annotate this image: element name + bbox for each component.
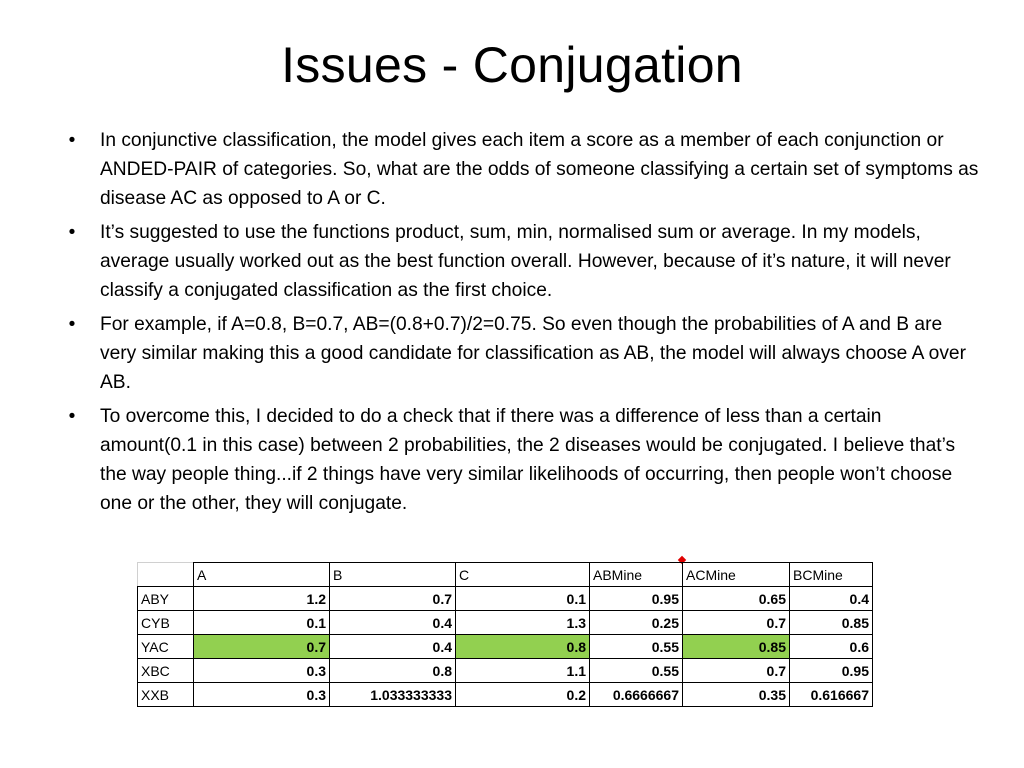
bullet-text: To overcome this, I decided to do a check that if there was a difference of less than a certain amount(0.1 in this case) between 2 probabilities, the 2 diseases would be conjugated. I believe that’s the way people thing...if 2 things have very similar likelihoods of occurring, then people won’t choose one or the other, they will conjugate. (100, 406, 956, 514)
highlighted-cell: 0.7 (194, 635, 330, 659)
column-header-acmine: ACMine (683, 563, 790, 587)
row-label: XBC (138, 659, 194, 683)
table-row (138, 683, 873, 707)
column-header-bcmine: BCMine (790, 563, 873, 587)
table-cell: 0.1 (194, 611, 330, 635)
row-label: ABY (138, 587, 194, 611)
bullet-list (68, 126, 980, 523)
table-corner-cell (138, 563, 194, 587)
table-cell: 0.616667 (790, 683, 873, 707)
table-cell: 0.7 (683, 659, 790, 683)
bullet-item (68, 402, 980, 518)
row-label: CYB (138, 611, 194, 635)
table-cell: 0.55 (590, 659, 683, 683)
table-row (138, 611, 873, 635)
table-cell: 0.55 (590, 635, 683, 659)
table-cell: 0.7 (330, 587, 456, 611)
table-cell: 1.033333333 (330, 683, 456, 707)
data-table (137, 562, 873, 707)
bullet-dot-icon: • (68, 314, 76, 335)
table-cell: 0.1 (456, 587, 590, 611)
table-cell: 0.35 (683, 683, 790, 707)
table-cell: 0.7 (683, 611, 790, 635)
table-cell: 1.2 (194, 587, 330, 611)
table-header-row (138, 563, 873, 587)
table-cell: 0.2 (456, 683, 590, 707)
table-cell: 0.4 (330, 611, 456, 635)
table-cell: 0.85 (790, 611, 873, 635)
table-row (138, 635, 873, 659)
table-cell: 0.3 (194, 683, 330, 707)
bullet-item (68, 310, 980, 397)
row-label: XXB (138, 683, 194, 707)
bullet-text: For example, if A=0.8, B=0.7, AB=(0.8+0.7)/2=0.75. So even though the probabilities of A and B are very similar making this a good candidate for classification as AB, the model will always choose A over AB. (100, 314, 966, 393)
table-cell: 0.65 (683, 587, 790, 611)
table-cell: 0.3 (194, 659, 330, 683)
highlighted-cell: 0.8 (456, 635, 590, 659)
table-cell: 1.3 (456, 611, 590, 635)
table-cell: 0.4 (790, 587, 873, 611)
table-cell: 0.95 (790, 659, 873, 683)
table-cell: 0.6666667 (590, 683, 683, 707)
row-label: YAC (138, 635, 194, 659)
highlighted-cell: 0.85 (683, 635, 790, 659)
table-cell: 0.4 (330, 635, 456, 659)
table-row (138, 659, 873, 683)
table-cell: 0.95 (590, 587, 683, 611)
bullet-text: In conjunctive classification, the model gives each item a score as a member of each conjunction or ANDED-PAIR of categories. So, what are the odds of someone classifying a certain set of symptoms as disease AC as opposed to A or C. (100, 130, 979, 209)
table-row (138, 587, 873, 611)
table-cell: 0.8 (330, 659, 456, 683)
column-header-a: A (194, 563, 330, 587)
bullet-dot-icon: • (68, 406, 76, 427)
table-cell: 0.25 (590, 611, 683, 635)
column-header-b: B (330, 563, 456, 587)
bullet-item (68, 218, 980, 305)
slide-title: Issues - Conjugation (281, 37, 743, 93)
column-header-abmine: ABMine (590, 563, 683, 587)
table-cell: 1.1 (456, 659, 590, 683)
table-cell: 0.6 (790, 635, 873, 659)
bullet-dot-icon: • (68, 222, 76, 243)
bullet-text: It’s suggested to use the functions product, sum, min, normalised sum or average. In my models, average usually worked out as the best function overall. However, because of it’s nature, it will never classify a conjugated classification as the first choice. (100, 222, 951, 301)
column-header-c: C (456, 563, 590, 587)
bullet-item (68, 126, 980, 213)
bullet-dot-icon: • (68, 130, 76, 151)
